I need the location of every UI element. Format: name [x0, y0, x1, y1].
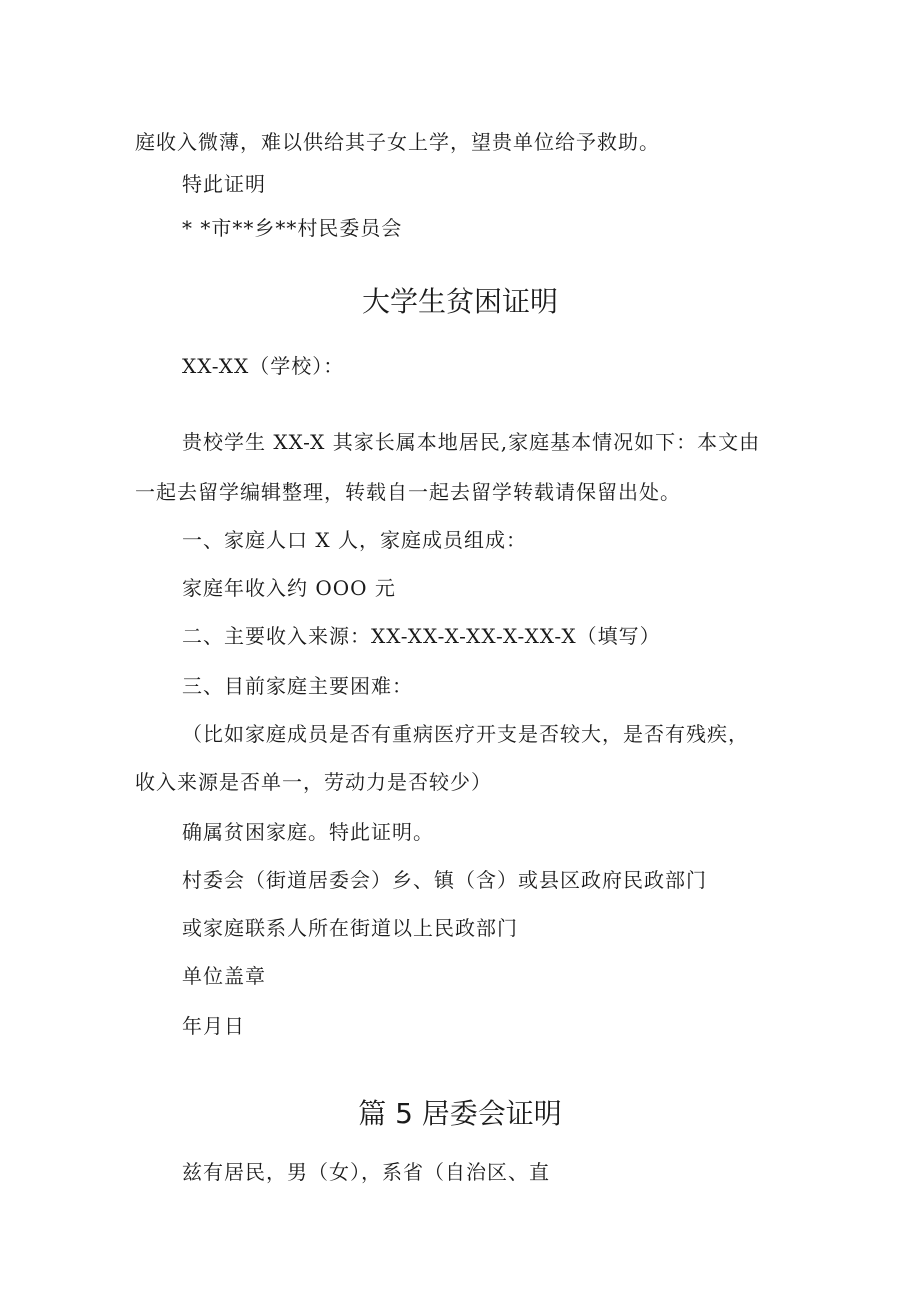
text-line: 村委会（街道居委会）乡、镇（含）或县区政府民政部门: [182, 868, 707, 892]
text-line: 家庭年收入约 OOO 元: [182, 576, 396, 600]
text-line: 兹有居民，男（女），系省（自治区、直: [182, 1160, 550, 1184]
text-line: 三、目前家庭主要困难：: [182, 674, 413, 698]
text-line: 或家庭联系人所在街道以上民政部门: [182, 916, 518, 940]
text-line: 一起去留学编辑整理，转载自一起去留学转载请保留出处。: [135, 480, 681, 504]
text-line: 二、主要收入来源：XX-XX-X-XX-X-XX-X（填写）: [182, 624, 661, 648]
closing-statement: 特此证明: [182, 172, 266, 196]
text-line: （比如家庭成员是否有重病医疗开支是否较大，是否有残疾，: [182, 722, 749, 746]
addressee: XX-XX（学校）：: [182, 354, 345, 378]
issuer-name: * *市**乡**村民委员会: [182, 216, 403, 240]
section-title: 大学生贫困证明: [361, 285, 558, 318]
text-line: 庭收入微薄，难以供给其子女上学，望贵单位给予救助。: [135, 130, 660, 154]
date-label: 年月日: [182, 1014, 245, 1038]
section-title: 篇 5 居委会证明: [358, 1097, 562, 1130]
seal-label: 单位盖章: [182, 964, 266, 988]
text-line: 收入来源是否单一，劳动力是否较少）: [135, 770, 492, 794]
text-line: 确属贫困家庭。特此证明。: [182, 820, 434, 844]
text-line: 贵校学生 XX-X 其家长属本地居民,家庭基本情况如下：本文由: [182, 430, 761, 454]
text-line: 一、家庭人口 X 人，家庭成员组成：: [182, 528, 527, 552]
